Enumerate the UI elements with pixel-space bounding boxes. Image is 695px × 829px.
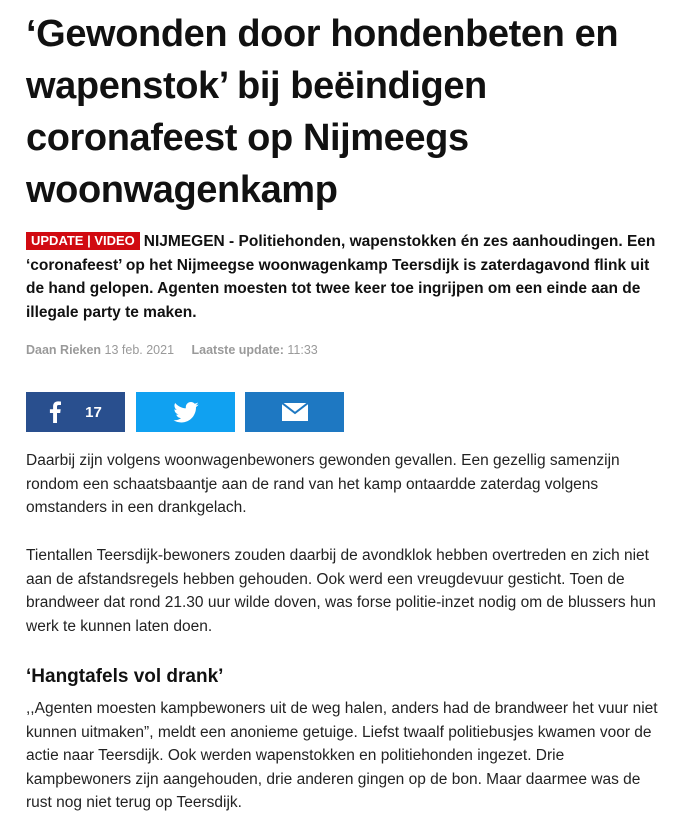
lead-text: NIJMEGEN - Politiehonden, wapenstokken én zes aanhoudingen. Een ‘coronafeest’ op het Nijmeegse woonwagenkamp Teersdijk is zaterdagavond flink uit de hand gelopen. Agenten moesten tot twee keer toe ingrijpen om een einde aan de illegale party te maken. bbox=[26, 233, 656, 321]
paragraph: ,,Agenten moesten kampbewoners uit de weg halen, anders had de brandweer het vuur niet kunnen uitmaken”, meldt een anonieme getuige. Liefst twaalf politiebusjes kwamen voor de actie naar Teersdijk. Ook werden wapenstokken en politiehonden ingezet. Drie kampbewoners zijn aangehouden, drie anderen gingen op de bon. Maar daarmee was de rust nog niet terug op Teersdijk. bbox=[26, 700, 658, 811]
article-meta bbox=[26, 343, 318, 357]
twitter-icon bbox=[173, 402, 199, 423]
paragraph: Tientallen Teersdijk-bewoners zouden daarbij de avondklok hebben overtreden en zich niet aan de afstandsregels hebben gehouden. Ook werd een vreugdevuur gesticht. Toen de brandweer dat rond 21.30 uur wilde doven, was forse politie-inzet nodig om de blussers hun werk te kunnen laten doen. bbox=[26, 547, 656, 635]
facebook-share-button[interactable] bbox=[26, 392, 125, 432]
article-title: ‘Gewonden door hondenbeten en wapenstok’ bij beëindigen coronafeest op Nijmeegs woonwagenkamp bbox=[26, 13, 619, 211]
twitter-share-button[interactable] bbox=[136, 392, 235, 432]
author-name[interactable]: Daan Rieken bbox=[26, 343, 102, 357]
update-video-label: UPDATE | VIDEO bbox=[26, 232, 140, 250]
mail-icon bbox=[282, 403, 308, 421]
update-label: Laatste update: bbox=[191, 343, 284, 357]
mail-share-button[interactable] bbox=[245, 392, 344, 432]
facebook-icon bbox=[49, 401, 61, 423]
paragraph: Daarbij zijn volgens woonwagenbewoners gewonden gevallen. Een gezellig samenzijn rondom een schaatsbaantje aan de rand van het kamp ontaardde zaterdag volgens omstanders in een drankgelach. bbox=[26, 452, 620, 516]
publish-date: 13 feb. 2021 bbox=[104, 343, 175, 357]
article-lead bbox=[26, 230, 666, 324]
subheading: ‘Hangtafels vol drank’ bbox=[26, 666, 224, 687]
facebook-share-count: 17 bbox=[85, 403, 102, 421]
update-time: 11:33 bbox=[287, 343, 318, 357]
